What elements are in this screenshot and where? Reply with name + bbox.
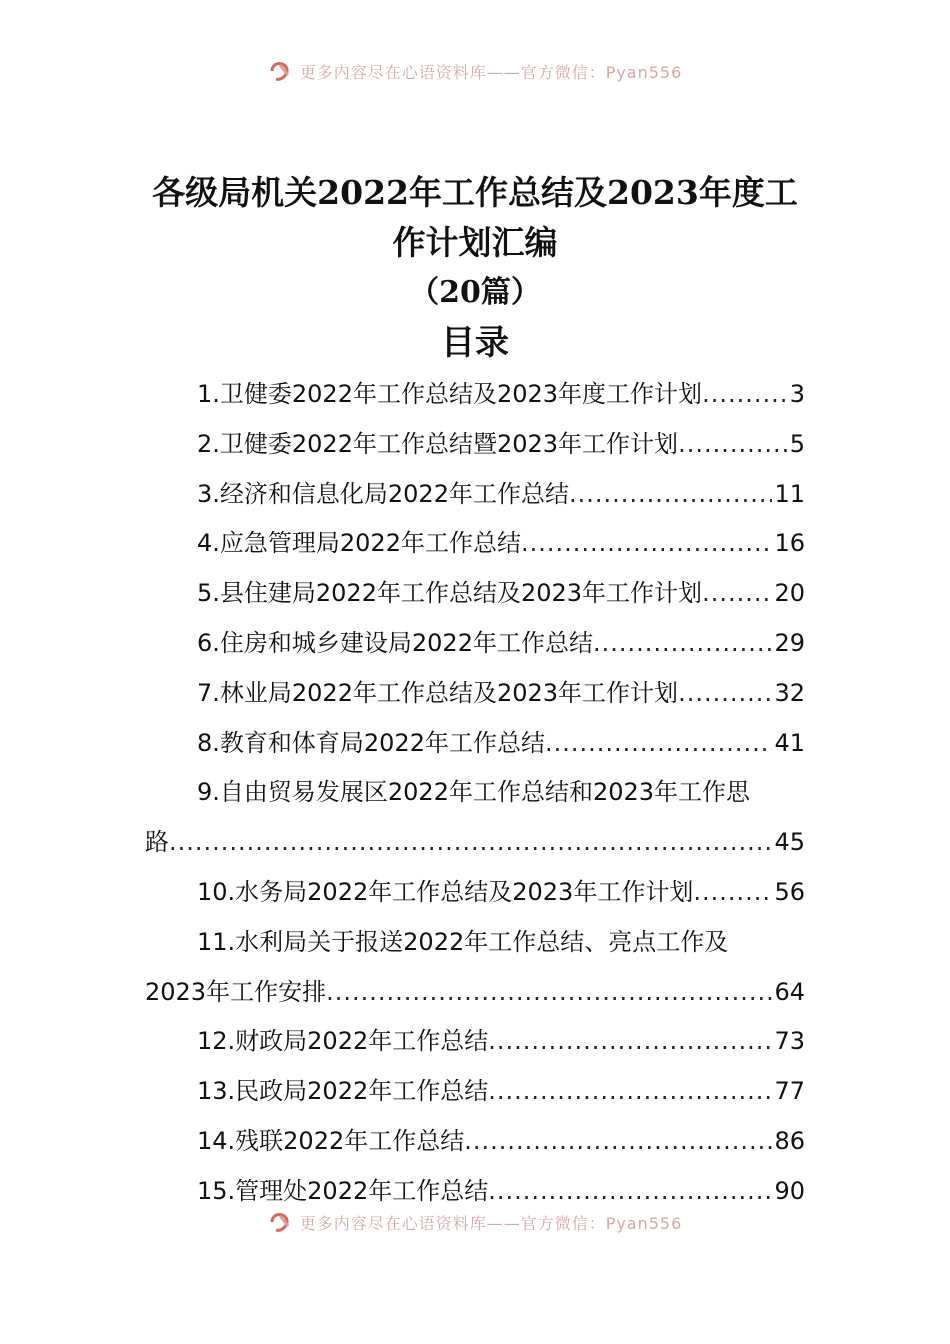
toc-leader xyxy=(678,420,788,470)
toc-leader xyxy=(488,1067,772,1117)
toc-leader xyxy=(464,1117,772,1167)
toc-entry-page: 32 xyxy=(774,678,805,707)
toc-leader xyxy=(678,669,772,719)
toc-entry-title: 10.水务局2022年工作总结及2023年工作计划 xyxy=(197,877,694,906)
watermark-text: 更多内容尽在心语资料库——官方微信：Pyan556 xyxy=(299,62,683,82)
toc-leader xyxy=(693,868,772,918)
toc-entry-page: 90 xyxy=(774,1176,805,1205)
toc-entry[interactable] xyxy=(145,1117,805,1167)
toc-entry-title: 11.水利局关于报送2022年工作总结、亮点工作及 xyxy=(197,927,729,956)
toc-leader xyxy=(593,619,772,669)
toc-entry-page: 11 xyxy=(774,479,805,508)
toc-entry-title: 7.林业局2022年工作总结及2023年工作计划 xyxy=(197,678,679,707)
toc-entry-page: 73 xyxy=(774,1027,805,1056)
brand-logo-icon xyxy=(268,1210,296,1234)
toc-entry-title: 4.应急管理局2022年工作总结 xyxy=(197,529,521,558)
toc-entry-line-2[interactable] xyxy=(145,818,805,868)
toc-leader xyxy=(488,1017,772,1067)
toc-entry-title: 12.财政局2022年工作总结 xyxy=(197,1027,489,1056)
toc-entry-line-1[interactable] xyxy=(145,918,805,968)
toc-leader xyxy=(169,818,772,868)
toc-leader xyxy=(569,470,772,520)
toc-entry-title: 8.教育和体育局2022年工作总结 xyxy=(197,728,545,757)
toc-entry-title: 6.住房和城乡建设局2022年工作总结 xyxy=(197,628,593,657)
toc-entry-title: 13.民政局2022年工作总结 xyxy=(197,1077,489,1106)
toc-entry-page: 41 xyxy=(774,728,805,757)
toc-entry-page: 5 xyxy=(789,429,805,458)
watermark-footer xyxy=(0,1209,950,1235)
toc-entry[interactable] xyxy=(145,719,805,769)
toc-entry[interactable] xyxy=(145,470,805,520)
toc-entry[interactable] xyxy=(145,1067,805,1117)
toc-leader xyxy=(545,719,772,769)
toc-entry-title: 14.残联2022年工作总结 xyxy=(197,1126,465,1155)
brand-logo-icon xyxy=(268,59,296,83)
toc-entry-page: 77 xyxy=(774,1077,805,1106)
toc-entry-title-cont: 路 xyxy=(145,828,169,857)
watermark-text: 更多内容尽在心语资料库——官方微信：Pyan556 xyxy=(299,1213,683,1233)
toc-entry[interactable] xyxy=(145,868,805,918)
toc-entry[interactable] xyxy=(145,420,805,470)
toc-entry-title-cont: 2023年工作安排 xyxy=(145,977,327,1006)
toc-entry-page: 64 xyxy=(774,977,805,1006)
toc-entry-line-1[interactable] xyxy=(145,768,805,818)
toc-entry[interactable] xyxy=(145,519,805,569)
toc-entry-title: 15.管理处2022年工作总结 xyxy=(197,1176,489,1205)
toc-entry-page: 16 xyxy=(774,529,805,558)
toc-entry-line-2[interactable] xyxy=(145,968,805,1018)
toc-heading: 目录 xyxy=(441,323,509,363)
title-line-2: 作计划汇编 xyxy=(392,223,558,262)
toc-entry[interactable] xyxy=(145,669,805,719)
toc-entry-page: 56 xyxy=(774,877,805,906)
title-line-1: 各级局机关2022年工作总结及2023年度工 xyxy=(152,173,798,212)
toc-entry[interactable] xyxy=(145,1017,805,1067)
toc-entry-page: 29 xyxy=(774,628,805,657)
toc-entry[interactable] xyxy=(145,569,805,619)
watermark-header xyxy=(0,58,950,84)
toc-leader xyxy=(521,519,772,569)
toc-leader xyxy=(326,968,772,1018)
document-count: （20篇） xyxy=(409,275,541,310)
toc-entry-page: 3 xyxy=(789,380,805,408)
document-title xyxy=(145,168,805,268)
toc-entry-title: 3.经济和信息化局2022年工作总结 xyxy=(197,479,569,508)
toc-entry-title: 9.自由贸易发展区2022年工作总结和2023年工作思 xyxy=(197,778,751,807)
toc-entry-title: 2.卫健委2022年工作总结暨2023年工作计划 xyxy=(197,429,679,458)
toc-entry-page: 86 xyxy=(774,1126,805,1155)
toc-entry-page: 45 xyxy=(774,828,805,857)
toc-entry[interactable] xyxy=(145,370,805,420)
toc-entry-title: 5.县住建局2022年工作总结及2023年工作计划 xyxy=(197,579,703,608)
toc-entry-page: 20 xyxy=(774,579,805,608)
toc-leader xyxy=(702,370,788,420)
toc-entry[interactable] xyxy=(145,619,805,669)
toc-leader xyxy=(702,569,772,619)
table-of-contents xyxy=(145,370,805,1217)
toc-entry-title: 1.卫健委2022年工作总结及2023年度工作计划 xyxy=(197,380,703,408)
